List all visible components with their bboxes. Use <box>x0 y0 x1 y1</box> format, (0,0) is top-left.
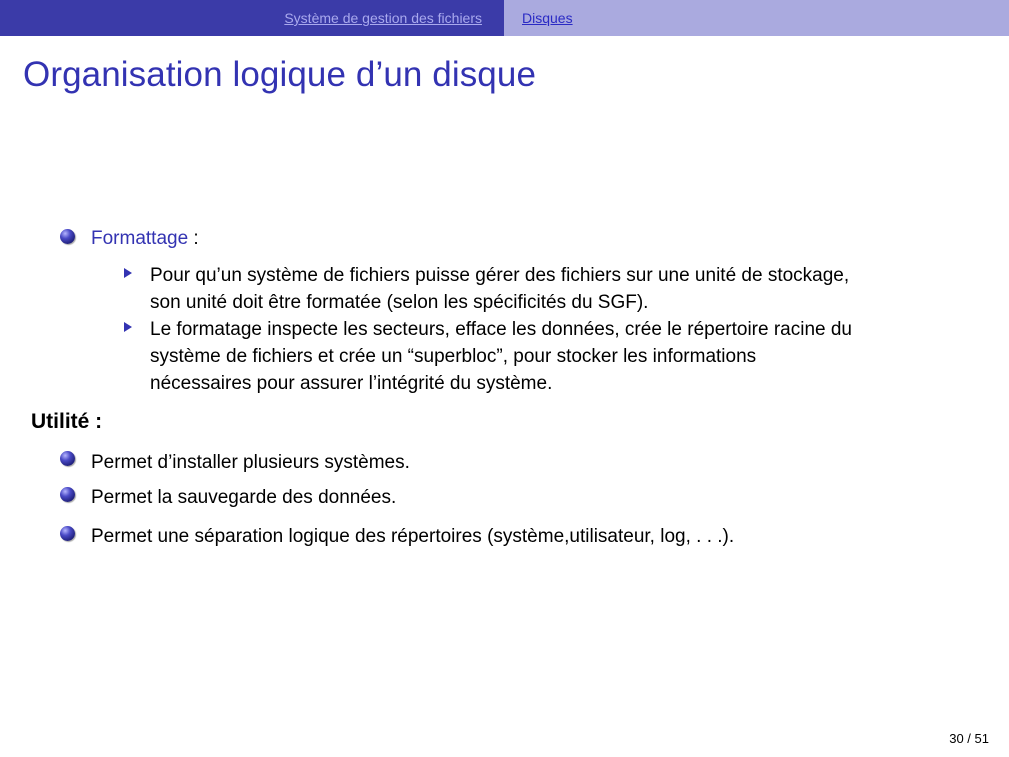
frame-title: Organisation logique d’un disque <box>23 55 537 94</box>
nav-link-systeme-gestion-fichiers[interactable]: Système de gestion des fichiers <box>284 10 482 26</box>
formatting-subitem-1-line-1: Pour qu’un système de fichiers puisse gérer des fichiers sur une unité de stockage, <box>150 265 850 286</box>
formatting-subitem-1-line-2: son unité doit être formatée (selon les spécificités du SGF). <box>150 292 649 313</box>
formatting-subitem-2-line-3: nécessaires pour assurer l’intégrité du système. <box>150 373 553 394</box>
bullet-ball-icon <box>60 229 75 244</box>
nav-section-right <box>504 0 1009 36</box>
nav-link-disques[interactable]: Disques <box>522 10 573 26</box>
bullet-ball-icon <box>60 487 75 502</box>
formatting-subitem-2-line-1: Le formatage inspecte les secteurs, efface les données, crée le répertoire racine du <box>150 319 852 340</box>
bullet-ball-icon <box>60 451 75 466</box>
utility-item-3: Permet une séparation logique des répertoires (système,utilisateur, log, . . .). <box>91 526 735 547</box>
page-number: 30 / 51 <box>949 731 989 746</box>
formatting-item <box>91 225 199 252</box>
utility-item-1: Permet d’installer plusieurs systèmes. <box>91 452 410 473</box>
bullet-ball-icon <box>60 526 75 541</box>
navigation-bar <box>0 0 1009 36</box>
bullet-triangle-icon <box>124 268 132 278</box>
formatting-subitem-2-line-2: système de fichiers et crée un “superbloc”, pour stocker les informations <box>150 346 757 367</box>
nav-section-left <box>0 0 504 36</box>
formatting-term: Formattage <box>91 228 189 249</box>
formatting-colon: : <box>188 228 199 249</box>
utility-heading: Utilité : <box>31 410 103 433</box>
utility-item-2: Permet la sauvegarde des données. <box>91 487 397 508</box>
bullet-triangle-icon <box>124 322 132 332</box>
